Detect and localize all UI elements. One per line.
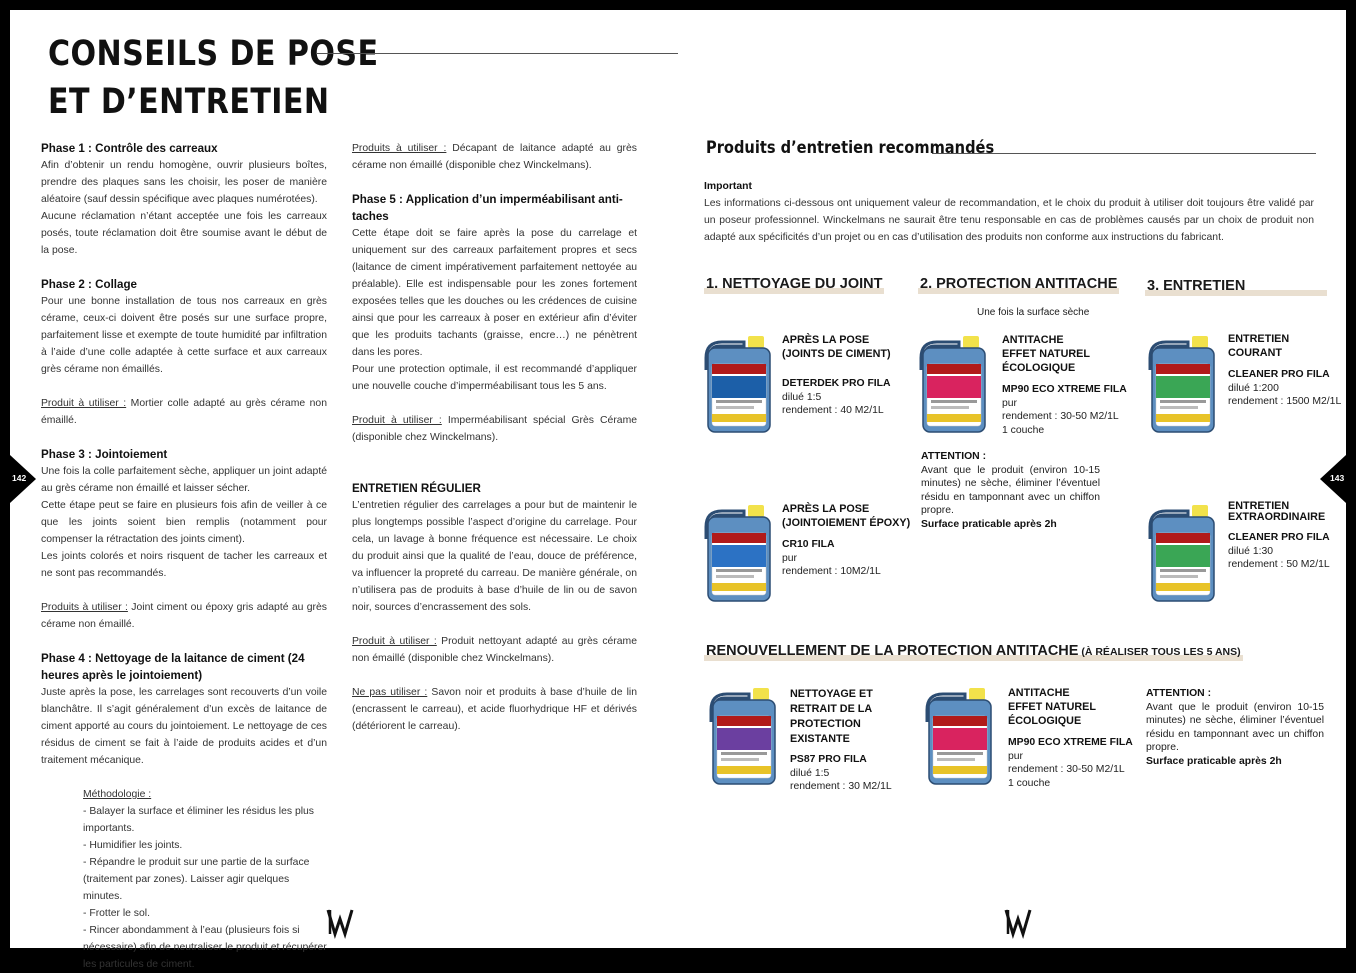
phase5-p1: Cette étape doit se faire après la pose du carrelage et uniquement sur des carreaux parfaitement propres et secs (laitance de ciment impérativement parfaitement nettoyée au préalable). Elle est indispensable pour les zones fortement exposées telles que les douches ou les crédences de cuisine ainsi que pour les carreaux à poser en extérieur afin d’éviter que les produits tachants (graisse, encre…) ne pénètrent dans les pores. (352, 228, 637, 358)
method-step: - Humidifier les joints. (83, 840, 183, 851)
winckelmans-logo-icon (326, 907, 354, 937)
page-number-right: 143 (1330, 473, 1345, 483)
phase3-p1: Une fois la colle parfaitement sèche, appliquer un joint adapté au grès cérame non émaillé et laisser sécher. (41, 466, 327, 494)
can-icon (1148, 503, 1218, 603)
can-icon (709, 686, 779, 786)
phase2-heading: Phase 2 : Collage (41, 278, 138, 291)
product-info-cleaner-courant: ENTRETIEN COURANT CLEANER PRO FILA dilué 1:200 rendement : 1500 M2/1L (1228, 333, 1342, 408)
section-note: Une fois la surface sèche (977, 307, 1090, 318)
product-bottle (925, 686, 995, 786)
product-info-mp90-renew: ANTITACHE EFFET NATUREL ÉCOLOGIQUE MP90 ECO XTREME FILA pur rendement : 30-50 M2/1L 1 couche (1008, 687, 1133, 789)
product-bottle (704, 334, 774, 434)
product-info-cr10: APRÈS LA POSE (JOINTOIEMENT ÉPOXY) CR10 FILA pur rendement : 10M2/1L (782, 503, 911, 578)
method-step: - Rincer abondamment à l’eau (plusieurs fois si nécessaire) afin de neutraliser le produit et récupérer les particules de ciment. (83, 925, 327, 970)
products-subtitle: Produits d’entretien recommandés (706, 138, 995, 158)
entretien-p1: L’entretien régulier des carrelages a pour but de maintenir le plus longtemps possible l’aspect d’origine du carrelage. Pour cela, un lavage à bonne fréquence est nécessaire. Le choix du produit ainsi que la qualité de l’eau, douce de préférence, va influencer la propreté du carreau. De manière générale, on n’utilisera pas de produits à base d’huile de lin ou de savon noir, sources d’encrassement des sols. (352, 500, 637, 613)
methodology-label: Méthodologie : (83, 789, 152, 800)
important-text: Les informations ci-dessous ont uniquement valeur de recommandation, et le choix du produit à utiliser doit toujours être validé par un poseur professionnel. Winckelmans ne saurait être tenu responsable en cas de problèmes causés par un choix de produit non adapté aux spécificités d’un projet ou en cas d’utilisation des produits non conforme aux instructions du fabricant. (704, 198, 1314, 243)
page-number-left: 142 (12, 473, 27, 483)
important-heading: Important (704, 181, 752, 192)
product-bottle (919, 334, 989, 434)
product-bottle (704, 503, 774, 603)
page-title (48, 30, 378, 126)
entretien-heading: ENTRETIEN RÉGULIER (352, 482, 481, 495)
phase3-product: Produits à utiliser : Joint ciment ou époxy gris adapté au grès cérame non émaillé. (41, 602, 327, 630)
can-icon (919, 334, 989, 434)
product-bottle (709, 686, 779, 786)
phase4-product: Produits à utiliser : Décapant de laitance adapté au grès cérame non émaillé (disponible chez Winckelmans). (352, 143, 637, 171)
phase4-heading: Phase 4 : Nettoyage de la laitance de ciment (24 heures après le jointoiement) (41, 652, 305, 682)
section-heading-renew: RENOUVELLEMENT DE LA PROTECTION ANTITACHE (À RÉALISER TOUS LES 5 ANS) (706, 643, 1241, 659)
method-step: - Répandre le produit sur une partie de la surface (traitement par zones). Laisser agir quelques minutes. (83, 857, 310, 902)
phase4-p1: Juste après la pose, les carrelages sont recouverts d’un voile blanchâtre. Il s’agit généralement d’un excès de laitance de ciment apporté au cours du jointoiement. Le nettoyage de ces résidus de ciment se fait à l’aide de produits acides et d’un traitement mécanique. (41, 687, 327, 766)
phase3-heading: Phase 3 : Jointoiement (41, 448, 168, 461)
method-step: - Balayer la surface et éliminer les résidus les plus importants. (83, 806, 314, 834)
phase5-p2: Pour une protection optimale, il est recommandé d’appliquer une nouvelle couche d’imperméabilisant tous les 5 ans. (352, 364, 637, 392)
subtitle-rule (932, 153, 1316, 154)
title-line-1: CONSEILS DE POSE (48, 34, 379, 74)
important-note (704, 178, 1314, 246)
can-icon (704, 334, 774, 434)
entretien-product: Produit à utiliser : Produit nettoyant adapté au grès cérame non émaillé (disponible chez Winckelmans). (352, 636, 637, 664)
phase1-p2: Aucune réclamation n’étant acceptée une fois les carreaux posés, toute réclamation doit être soumise avant le début de la pose. (41, 211, 327, 256)
attention-note-2: ATTENTION : Avant que le produit (environ 10-15 minutes) ne sèche, éliminer l’éventuel résidu en tamponnant avec un chiffon propre. Surface praticable après 2h (1146, 688, 1324, 767)
phase1-p1: Afin d’obtenir un rendu homogène, ouvrir plusieurs boîtes, prendre des plaques sans les choisir, les poser de manière aléatoire (sauf dessin spécifique avec plaques numérotées). (41, 160, 327, 205)
section-heading-protection: 2. PROTECTION ANTITACHE (920, 276, 1118, 292)
phase5-heading: Phase 5 : Application d’un imperméabilisant anti-taches (352, 193, 623, 223)
product-bottle (1148, 334, 1218, 434)
product-bottle (1148, 503, 1218, 603)
page-left (10, 10, 678, 970)
not-use: Ne pas utiliser : Savon noir et produits à base d’huile de lin (encrassent le carreau), et acide fluorhydrique HF et dérivés (détériorent le carreau). (352, 687, 637, 732)
title-line-2: ET D’ENTRETIEN (48, 82, 330, 122)
page-right (678, 10, 1346, 948)
method-step: - Frotter le sol. (83, 908, 150, 919)
section-heading-joint: 1. NETTOYAGE DU JOINT (706, 276, 883, 292)
left-column-2 (352, 140, 637, 446)
product-info-ps87: NETTOYAGE ET RETRAIT DE LA PROTECTION EXISTANTE PS87 PRO FILA dilué 1:5 rendement : 30 M2/1L (790, 688, 892, 793)
section-heading-entretien: 3. ENTRETIEN (1145, 278, 1327, 296)
phase2-product: Produit à utiliser : Mortier colle adapté au grès cérame non émaillé. (41, 398, 327, 426)
can-icon (1148, 334, 1218, 434)
can-icon (925, 686, 995, 786)
winckelmans-logo-icon (1004, 907, 1032, 937)
left-column-1 (41, 140, 327, 973)
phase2-p1: Pour une bonne installation de tous nos carreaux en grès cérame, ceux-ci doivent être posés sur une surface propre, parfaitement lisse et exempte de toute humidité par infiltration à l’aide d’une colle adaptée à cette surface et aux carreaux grès cérame non émaillés. (41, 296, 327, 375)
phase5-product: Produit à utiliser : Imperméabilisant spécial Grès Cérame (disponible chez Winckelmans). (352, 415, 637, 443)
product-info-cleaner-extra: ENTRETIEN EXTRAORDINAIRE CLEANER PRO FILA dilué 1:30 rendement : 50 M2/1L (1228, 500, 1330, 571)
phase3-p2: Cette étape peut se faire en plusieurs fois afin de veiller à ce que les joints soient bien remplis (notamment pour compenser la rétractation des joints ciment). (41, 500, 327, 545)
product-info-mp90: ANTITACHE EFFET NATUREL ÉCOLOGIQUE MP90 ECO XTREME FILA pur rendement : 30-50 M2/1L 1 couche (1002, 334, 1127, 436)
phase3-p3: Les joints colorés et noirs risquent de tacher les carreaux et ne sont pas recommandés. (41, 551, 327, 579)
phase1-heading: Phase 1 : Contrôle des carreaux (41, 142, 218, 155)
left-column-2b (352, 480, 637, 735)
attention-note-1: ATTENTION : Avant que le produit (environ 10-15 minutes) ne sèche, éliminer l’éventuel résidu en tamponnant avec un chiffon propre. Surface praticable après 2h (921, 451, 1100, 530)
methodology-list (41, 786, 327, 973)
product-info-deterdek: APRÈS LA POSE (JOINTS DE CIMENT) DETERDEK PRO FILA dilué 1:5 rendement : 40 M2/1L (782, 334, 891, 417)
can-icon (704, 503, 774, 603)
